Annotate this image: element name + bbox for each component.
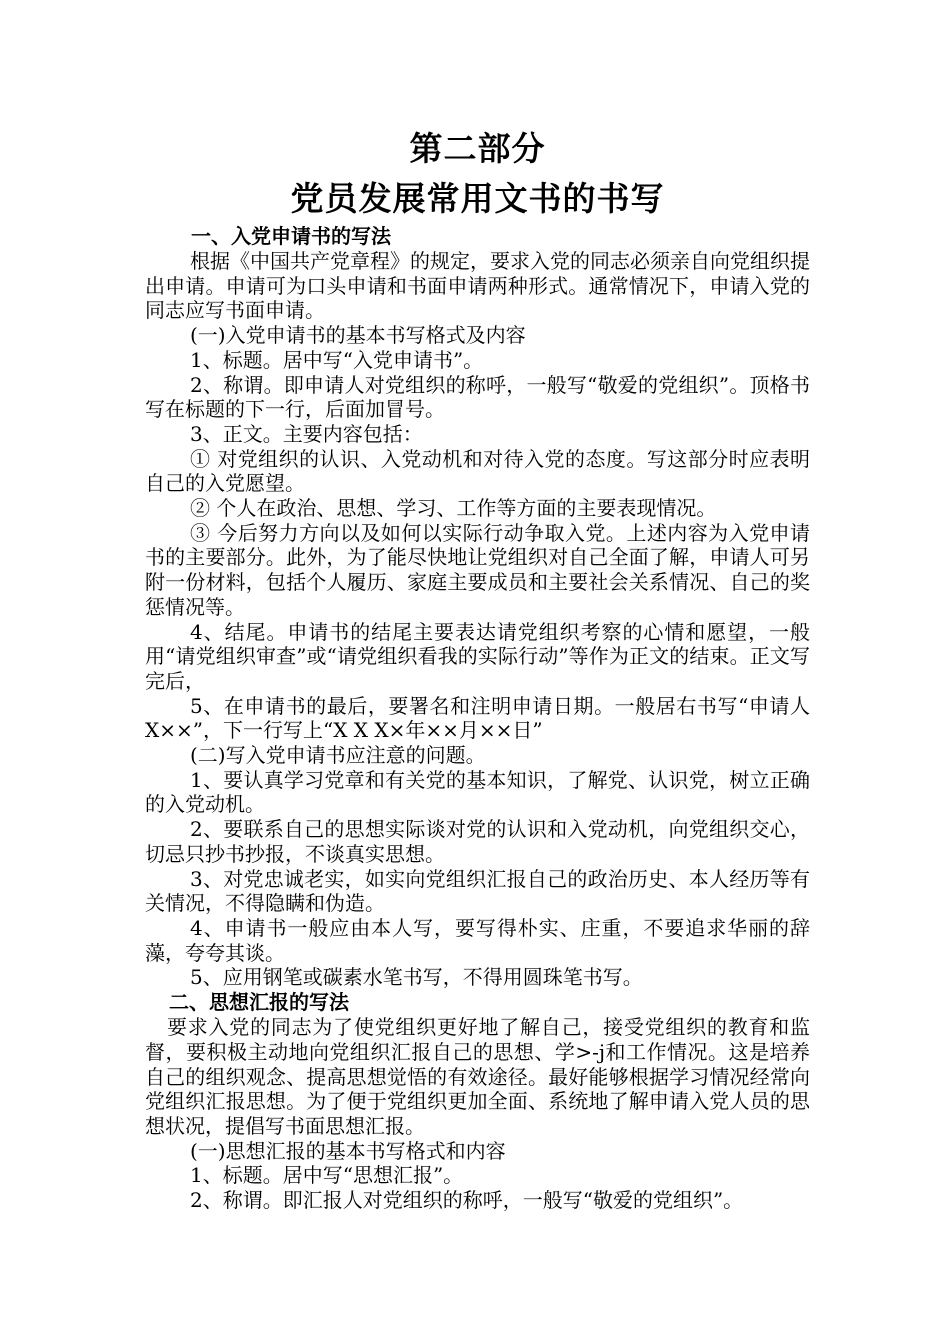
subsection-heading: (二)写入党申请书应注意的问题。 (190, 743, 486, 768)
list-item: 3、对党忠诚老实，如实向党组织汇报自己的政治历史、本人经历等有关情况，不得隐瞒和伪造。 (145, 866, 810, 916)
list-item: 1、标题。居中写“入党申请书”。 (190, 347, 484, 372)
list-item: 1、标题。居中写“思想汇报”。 (190, 1163, 464, 1188)
list-item: 2、称谓。即申请人对党组织的称呼，一般写“敬爱的党组织”。顶格书写在标题的下一行，后面加冒号。 (145, 372, 810, 422)
list-item: 5、应用钢笔或碳素水笔书写，不得用圆珠笔书写。 (190, 965, 643, 990)
subsection-heading: (一)入党申请书的基本书写格式及内容 (190, 323, 526, 348)
list-item: 1、要认真学习党章和有关党的基本知识，了解党、认识党，树立正确的入党动机。 (145, 767, 810, 817)
list-item: 2、称谓。即汇报人对党组织的称呼，一般写“敬爱的党组织”。 (190, 1188, 744, 1213)
list-item: 4、申请书一般应由本人写，要写得朴实、庄重，不要追求华丽的辞藻，夸夸其谈。 (145, 915, 810, 965)
list-item: 2、要联系自己的思想实际谈对党的认识和入党动机，向党组织交心，切忌只抄书抄报，不谈真实思想。 (145, 817, 810, 866)
subsection-heading: (一)思想汇报的基本书写格式和内容 (190, 1138, 506, 1163)
list-item: ① 对党组织的认识、入党动机和对待入党的态度。写这部分时应表明自己的入党愿望。 (145, 446, 810, 496)
section-heading-thought-report: 二、思想汇报的写法 (169, 990, 349, 1015)
paragraph: 要求入党的同志为了使党组织更好地了解自己，接受党组织的教育和监督，要积极主动地向党组织汇报自己的思想、学>-j和工作情况。这是培养自己的组织观念、提高思想觉悟的有效途径。最好能够根据学习情况经常向党组织汇报思想。为了便于党组织更加全面、系统地了解申请入党人员的思想状况，提倡写书面思想汇报。 (145, 1015, 810, 1138)
list-item: ② 个人在政治、思想、学习、工作等方面的主要表现情况。 (190, 496, 717, 521)
section-heading-application: 一、入党申请书的写法 (191, 224, 391, 248)
list-item: ③ 今后努力方向以及如何以实际行动争取入党。上述内容为入党申请书的主要部分。此外，为了能尽快地让党组织对自己全面了解，申请人可另附一份材料，包括个人履历、家庭主要成员和主要社会关系情况、自己的奖惩情况等。 (145, 520, 810, 619)
document-page (145, 126, 810, 1213)
part-title: 第二部分 (409, 129, 546, 168)
list-item: 3、正文。主要内容包括： (190, 421, 423, 446)
list-item: 5、在申请书的最后，要署名和注明申请日期。一般居右书写“申请人X××”，下一行写上“X X X×年××月××日” (145, 693, 810, 743)
list-item: 4、结尾。申请书的结尾主要表达请党组织考察的心情和愿望，一般用“请党组织审查”或“请党组织看我的实际行动”等作为正文的结束。正文写完后， (145, 619, 810, 693)
paragraph: 根据《中国共产党章程》的规定，要求入党的同志必须亲自向党组织提出申请。申请可为口头申请和书面申请两种形式。通常情况下，申请入党的同志应写书面申请。 (145, 249, 810, 323)
document-title: 党员发展常用文书的书写 (290, 179, 665, 218)
